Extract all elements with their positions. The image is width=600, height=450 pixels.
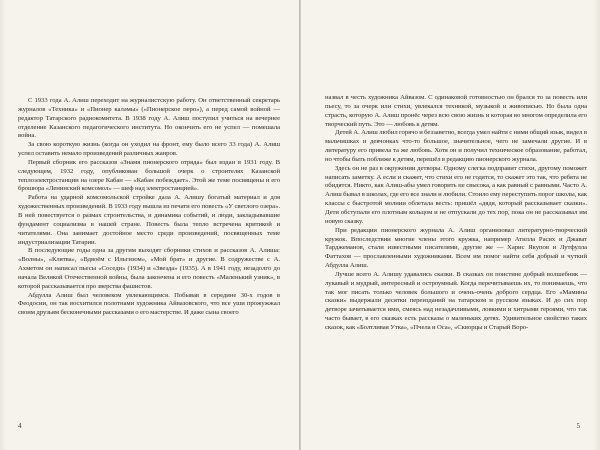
right-paragraph-4: При редакции пионерского журнала А. Алиш организовал литературно-творческий кружок. Впоследствии многие члены этого кружка, например Атилла Расих и Джават Тарджеманов, стали известными писателями, другие же — Харис Якупов и Лутфулла Фаттахов — прославленными художниками. Всем им помог найти себя добрый и чуткий Абдулла Алиш. (325, 226, 587, 270)
left-paragraph-4: Работа на ударной комсомольской стройке дала А. Алишу богатый материал и для художественных произведений. В 1933 году вышла из печати его повесть «У светлого озера». В ней повествуется о размах строительства, и динамика событий, и люди, закладывавшие фундамент социализма в нашей стране. Повесть была тепло встречена критикой и читателями. Она занимает достойное место среди произведений, посвященных теме индустриализации Татарии. (18, 194, 280, 246)
left-page-edge (0, 0, 6, 450)
right-page-edge (594, 0, 600, 450)
left-paragraph-1: С 1933 года А. Алиш переходит на журналистскую работу. Он ответственный секретарь журналов «Техника» и «Пионер каләмы» («Пионерское перо»), а перед самой войной — редактор Татарского радиокомитета. В 1938 году А. Алиш поступил учиться на вечернее отделение Казанского педагогического института. Но окончить его не успел — помешала война. (18, 97, 280, 140)
left-paragraph-5: В последующие годы одна за другим выходят сборники стихов и рассказов А. Алиша: «Волны», «Клятва», «Вдвоём с Ильгизом», «Мой брат» и другие. В содружестве с А. Ахметом он написал пьесы «Соседи» (1934) и «Звезда» (1935). А в 1941 году, незадолго до начала Великой Отечественной войны, была закончена и его повесть «Маленький узник», в которой рассказывается про зверства фашистов. (18, 247, 280, 290)
left-page-number: 4 (18, 422, 22, 430)
left-paragraph-3: Первый сборник его рассказов «Знамя пионерского отряда» был издан в 1931 году. В следующем, 1932 году, опубликован большой очерк о строителях Казанской теплоэлектростанции на озере Кабан — «Кабан побеждает». Этой же теме посвящены и его брошюра «Ленинский комсомол» — шеф над электростанцией». (18, 158, 280, 193)
right-paragraph-3: Здесь он не раз в окружении детворы. Одному слегка подправит стихи, другому поможет написать заметку. А если и скажет, что стихи его не годятся, то скажет это так, что ребята не обидятся. Никто, как Алиш-абы умел говорить не свысока, а как равный с равными. Часто А. Алиш бывал в школах, где его все знали и любили. Стоило ему переступить порог школы, как классы с быстротой молнии облетала весть: пришёл «дядя, который рассказывает сказки». Дети обступали его плотным кольцом и не отпускали до тех пор, пока он не рассказывал им новую сказку. (325, 164, 587, 225)
right-page-number: 5 (576, 422, 580, 430)
right-paragraph-2: Детей А. Алиш любил горячо и беззаветно, всегда умел найти с ними общий язык, видел в мальчишках и девчонках что-то большое, значительное, чего не замечали другие. И в литературу его привела та же любовь. Хотя он и получил техническое образование, работал, но чтобы быть поближе к детям, перешёл в редакцию пионерского журнала. (325, 129, 587, 163)
right-paragraph-5: Лучше всего А. Алишу удавались сказки. В сказках он поистине добрый волшебник — лукавый и мудрый, интересный и остроумный. Когда перечитываешь их, то понимаешь, что так мог писать только человек большого и очень-очень доброго сердца. Его «Мамины сказки» выдержали десятки переизданий на татарском и русском языках. И до сих пор детворе зачитывается ими, смеясь над незадачливыми, ловкими и хитрыми героями, что так часто бывает, в его сказках есть рассказы о маленьких детях. Удивительное свойство таких сказок, как «Болтливая Утка», «Пчела и Оса», «Скворцы и Старый Воро- (325, 270, 587, 331)
right-page-text-column (325, 94, 587, 333)
left-paragraph-6: Абдулла Алиш был человеком увлекающимся. Побывав в середине 30-х годов в Феодосии, он так восхитился полотнами художника Айвазовского, что все уши прожужжал своим друзьям бесконечными рассказами о его мастерстве. И даже сына своего (18, 291, 280, 317)
right-page (301, 0, 600, 450)
left-paragraph-2: За свою короткую жизнь (когда он уходил на фронт, ему было всего 33 года) А. Алиш успел оставить немало произведений различных жанров. (18, 141, 280, 158)
left-page (0, 0, 299, 450)
left-page-text-column (18, 97, 280, 318)
right-paragraph-1: назвал в честь художника Айвазом. С одинаковой готовностью он брался то за повесть или пьесу, то за очерк или стихи, увлекался техникой, музыкой и живописью. Но была одна страсть, которую А. Алиш пронёс через всю свою жизнь и которая во многом определила его творческий путь. Это — любовь к детям. (325, 94, 587, 128)
